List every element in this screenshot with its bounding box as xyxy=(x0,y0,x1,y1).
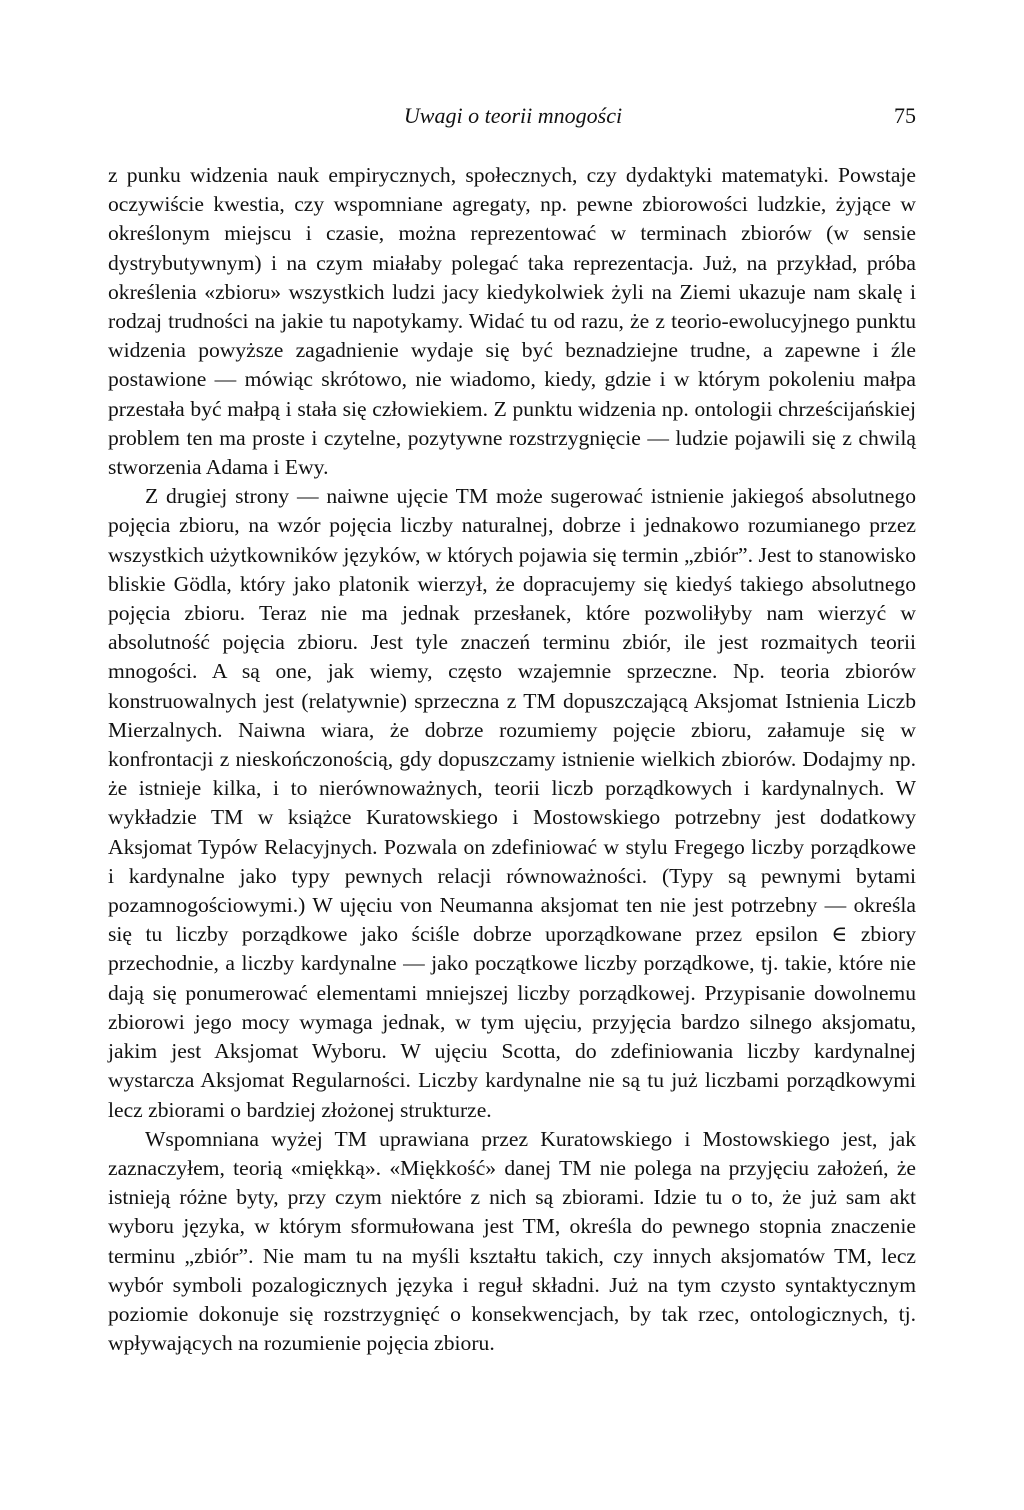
running-title: Uwagi o teorii mnogości xyxy=(403,103,623,128)
running-head xyxy=(110,102,916,134)
paragraph-2: Z drugiej strony — naiwne ujęcie TM może sugerować istnienie jakiegoś absolutnego pojęcia zbioru, na wzór pojęcia liczby naturalnej, dobrze i jednakowo rozumianego przez wszystkich użytkowników języków, w których pojawia się termin „zbiór”. Jest to stanowisko bliskie Gödla, który jako platonik wierzył, że dopracujemy się kiedyś takiego absolutnego pojęcia zbioru. Teraz nie ma jednak przesłanek, które pozwoliłyby nam wierzyć w absolutność pojęcia zbioru. Jest tyle znaczeń terminu zbiór, ile jest rozmaitych teorii mnogości. A są one, jak wiemy, często wzajemnie sprzeczne. Np. teoria zbiorów konstruowalnych jest (relatywnie) sprzeczna z TM dopuszczającą Aksjomat Istnienia Liczb Mierzalnych. Naiwna wiara, że dobrze rozumiemy pojęcie zbioru, załamuje się w konfrontacji z nieskończonością, gdy dopuszczamy istnienie wielkich zbiorów. Dodajmy np. że istnieje kilka, i to nierównoważnych, teorii liczb porządkowych i kardynalnych. W wykładzie TM w książce Kuratowskiego i Mostowskiego potrzebny jest dodatkowy Aksjomat Typów Relacyjnych. Pozwala on zdefiniować w stylu Fregego liczby porządkowe i kardynalne jako typy pewnych relacji równoważności. (Typy są pewnymi bytami pozamnogościowymi.) W ujęciu von Neumanna aksjomat ten nie jest potrzebny — określa się tu liczby porządkowe jako ściśle dobrze uporządkowane przez epsilon ∈ zbiory przechodnie, a liczby kardynalne — jako początkowe liczby porządkowe, tj. takie, które nie dają się ponumerować elementami mniejszej liczby porządkowej. Przypisanie dowolnemu zbiorowi jego mocy wymaga jednak, w tym ujęciu, przyjęcia bardzo silnego aksjomatu, jakim jest Aksjomat Wyboru. W ujęciu Scotta, do zdefiniowania liczby kardynalnej wystarcza Aksjomat Regularności. Liczby kardynalne nie są tu już liczbami porządkowymi lecz zbiorami o bardziej złożonej strukturze. xyxy=(108,484,916,1122)
page-number: 75 xyxy=(894,103,916,128)
paragraph-3: Wspomniana wyżej TM uprawiana przez Kuratowskiego i Mostowskiego jest, jak zaznaczyłem, teorią «miękką». «Miękkość» danej TM nie polega na przyjęciu założeń, że istnieją różne byty, przy czym niektóre z nich są zbiorami. Idzie tu o to, że już sam akt wyboru języka, w którym sformułowana jest TM, określa do pewnego stopnia znaczenie terminu „zbiór”. Nie mam tu na myśli kształtu takich, czy innych aksjomatów TM, lecz wybór symboli pozalogicznych języka i reguł składni. Już na tym czysto syntaktycznym poziomie dokonuje się rozstrzygnięć o konsekwencjach, by tak rzec, ontologicznych, tj. wpływających na rozumienie pojęcia zbioru. xyxy=(108,1126,916,1356)
page-body xyxy=(108,161,916,1358)
paragraph-1: z punku widzenia nauk empirycznych, społecznych, czy dydaktyki matematyki. Powstaje oczywiście kwestia, czy wspomniane agregaty, np. pewne zbiorowości ludzkie, żyjące w określonym miejscu i czasie, można reprezentować w terminach zbiorów (w sensie dystrybutywnym) i na czym miałaby polegać taka reprezentacja. Już, na przykład, próba określenia «zbioru» wszystkich ludzi jacy kiedykolwiek żyli na Ziemi ukazuje nam skalę i rodzaj trudności na jakie tu napotykamy. Widać tu od razu, że z teorio-ewolucyjnego punktu widzenia powyższe zagadnienie wydaje się być beznadziejne trudne, a zapewne i źle postawione — mówiąc skrótowo, nie wiadomo, kiedy, gdzie i w którym pokoleniu małpa przestała być małpą i stała się człowiekiem. Z punktu widzenia np. ontologii chrześcijańskiej problem ten ma proste i czytelne, pozytywne rozstrzygnięcie — ludzie pojawili się z chwilą stworzenia Adama i Ewy. xyxy=(108,163,916,480)
